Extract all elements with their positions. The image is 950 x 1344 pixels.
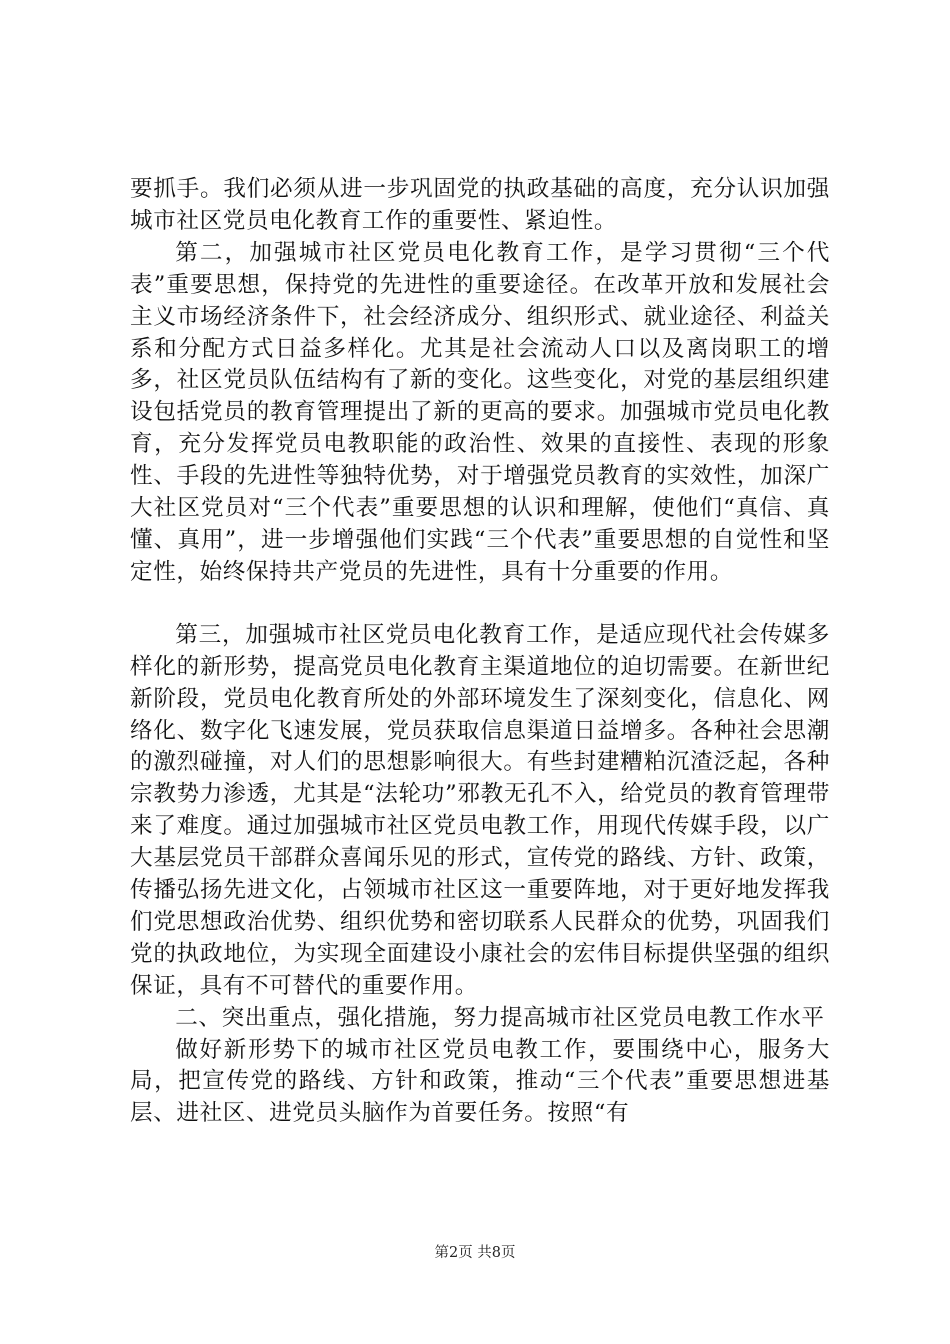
document-body [130, 174, 830, 1130]
paragraph-second-point: 第二，加强城市社区党员电化教育工作，是学习贯彻“三个代表”重要思想，保持党的先进性的重要途径。在改革开放和发展社会主义市场经济条件下，社会经济成分、组织形式、就业途径、利益关系和分配方式日益多样化。尤其是社会流动人口以及离岗职工的增多，社区党员队伍结构有了新的变化。这些变化，对党的基层组织建设包括党员的教育管理提出了新的更高的要求。加强城市党员电化教育，充分发挥党员电教职能的政治性、效果的直接性、表现的形象性、手段的先进性等独特优势，对于增强党员教育的实效性，加深广大社区党员对“三个代表”重要思想的认识和理解，使他们“真信、真懂、真用”，进一步增强他们实践“三个代表”重要思想的自觉性和坚定性，始终保持共产党员的先进性，具有十分重要的作用。 [130, 239, 830, 585]
page-number: 第2页 共8页 [434, 1245, 516, 1261]
section-heading: 二、突出重点，强化措施，努力提高城市社区党员电教工作水平 [175, 1004, 825, 1031]
paragraph-section-intro: 做好新形势下的城市社区党员电教工作，要围绕中心，服务大局，把宣传党的路线、方针和政策，推动“三个代表”重要思想进基层、进社区、进党员头脑作为首要任务。按照“有 [130, 1036, 830, 1127]
paragraph-continuation: 要抓手。我们必须从进一步巩固党的执政基础的高度，充分认识加强城市社区党员电化教育工作的重要性、紧迫性。 [130, 176, 830, 234]
paragraph-third-point: 第三，加强城市社区党员电化教育工作，是适应现代社会传媒多样化的新形势，提高党员电化教育主渠道地位的迫切需要。在新世纪新阶段，党员电化教育所处的外部环境发生了深刻变化，信息化、网络化、数字化飞速发展，党员获取信息渠道日益增多。各种社会思潮的激烈碰撞，对人们的思想影响很大。有些封建糟粕沉渣泛起，各种宗教势力渗透，尤其是“法轮功”邪教无孔不入，给党员的教育管理带来了难度。通过加强城市社区党员电教工作，用现代传媒手段，以广大基层党员干部群众喜闻乐见的形式，宣传党的路线、方针、政策，传播弘扬先进文化，占领城市社区这一重要阵地，对于更好地发挥我们党思想政治优势、组织优势和密切联系人民群众的优势，巩固我们党的执政地位，为实现全面建设小康社会的宏伟目标提供坚强的组织保证，具有不可替代的重要作用。 [130, 621, 830, 999]
paragraph-spacer [130, 589, 830, 620]
page-footer [0, 1243, 950, 1263]
